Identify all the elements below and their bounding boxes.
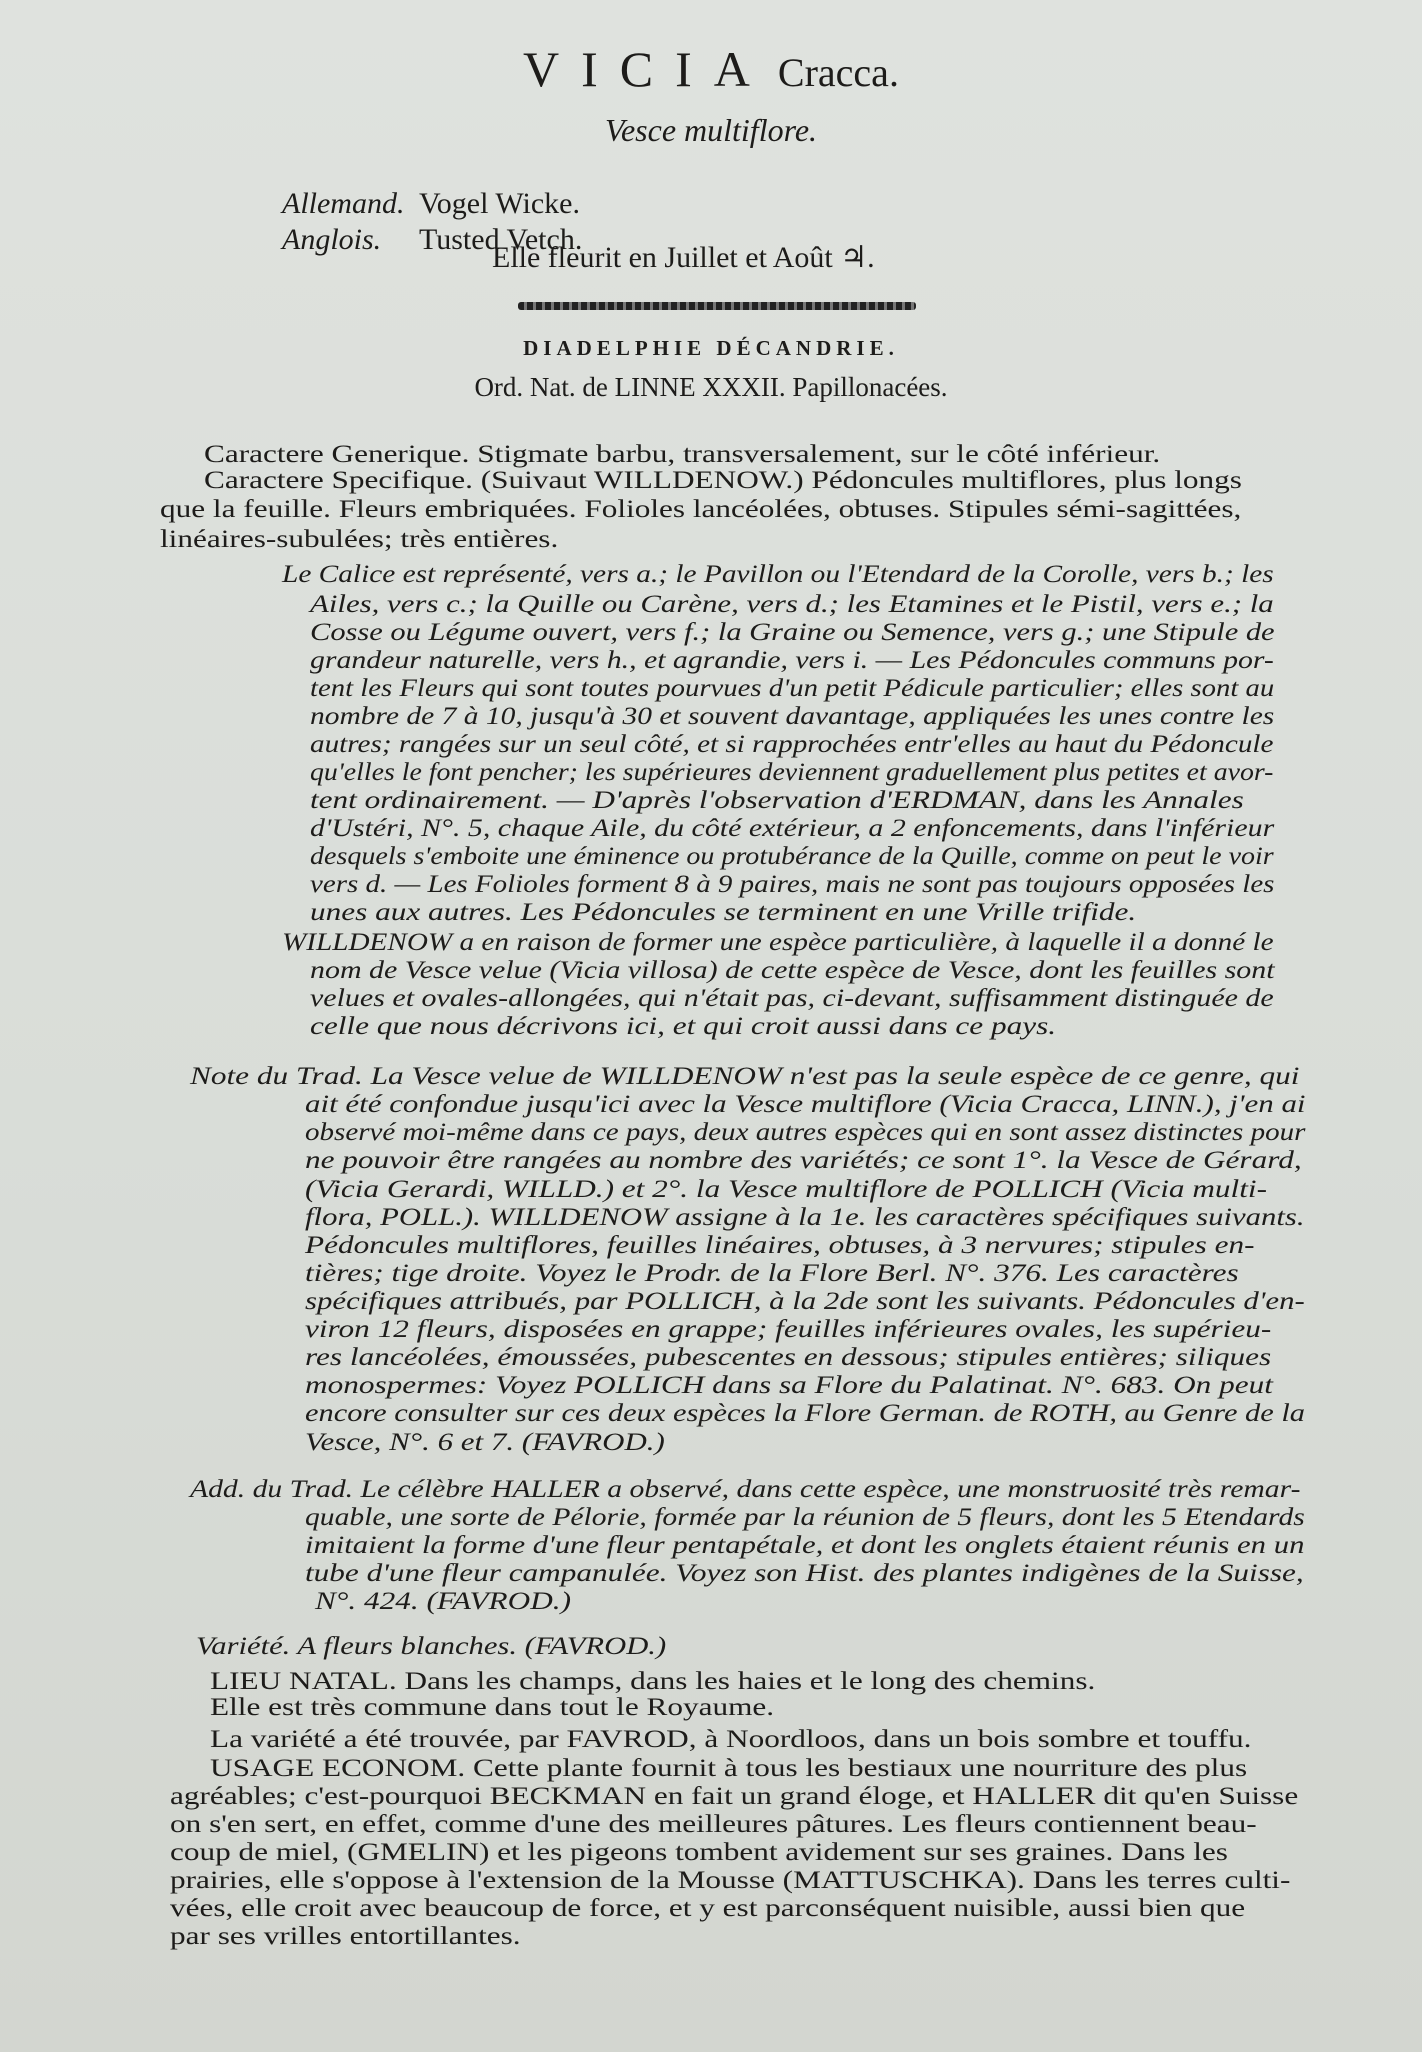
text-line: tent ordinairement. — D'après l'observation d'ERDMAN, dans les Annales — [310, 787, 1244, 814]
text-line: observé moi-même dans ce pays, deux autres espèces qui en sont assez distinctes pour — [305, 1119, 1306, 1146]
text-line: desquels s'emboite une éminence ou protubérance de la Quille, comme on peut le voir — [310, 843, 1274, 870]
text-line: flora, POLL.). WILLDENOW assigne à la 1e. les caractères spécifiques suivants. — [305, 1204, 1305, 1231]
text-line: N°. 424. (FAVROD.) — [315, 1588, 572, 1615]
text-line: on s'en sert, en effet, comme d'une des meilleures pâtures. Les fleurs contiennent beau- — [170, 1811, 1257, 1838]
text-line: linéaires-subulées; très entières. — [160, 526, 559, 553]
flowering-period: Elle fleurit en Juillet et Août ♃. — [492, 241, 875, 274]
text-line: vers d. — Les Folioles forment 8 à 9 paires, mais ne sont pas toujours opposées les — [310, 871, 1275, 898]
text-line: res lancéolées, émoussées, pubescentes en dessous; stipules entières; siliques — [305, 1344, 1272, 1371]
text-line: coup de miel, (GMELIN) et les pigeons tombent avidement sur ses graines. Dans les — [170, 1839, 1228, 1866]
french-name: Vesce multiflore. — [604, 112, 818, 148]
text-line: Add. du Trad. Le célèbre HALLER a observé, dans cette espèce, une monstruosité très remar- — [190, 1476, 1301, 1503]
text-line: USAGE ECONOM. Cette plante fournit à tous les bestiaux une nourriture des plus — [210, 1755, 1248, 1782]
text-line: La variété a été trouvée, par FAVROD, à Noordloos, dans un bois sombre et touffu. — [210, 1726, 1252, 1753]
text-line: ne pouvoir être rangées au nombre des variétés; ce sont 1°. la Vesce de Gérard, — [305, 1147, 1302, 1174]
text-line: Vesce, N°. 6 et 7. (FAVROD.) — [305, 1429, 665, 1456]
text-line: velues et ovales-allongées, qui n'était pas, ci-devant, suffisamment distinguée de — [310, 985, 1274, 1012]
text-line: d'Ustéri, N°. 5, chaque Aile, du côté extérieur, a 2 enfoncements, dans l'inférieur — [310, 815, 1275, 842]
text-line: tières; tige droite. Voyez le Prodr. de la Flore Berl. N°. 376. Les caractères — [305, 1260, 1239, 1287]
text-line: agréables; c'est-pourquoi BECKMAN en fait un grand éloge, et HALLER dit qu'en Suisse — [170, 1783, 1299, 1810]
text-line: autres; rangées sur un seul côté, et si rapprochées entr'elles au haut du Pédoncule — [310, 731, 1274, 758]
species-name: Cracca. — [777, 50, 899, 95]
text-line: Pédoncules multiflores, feuilles linéaires, obtuses, à 3 nervures; stipules en- — [305, 1232, 1255, 1259]
text-line: imitaient la forme d'une fleur pentapétale, et dont les onglets étaient réunis en un — [305, 1532, 1305, 1559]
text-line: nom de Vesce velue (Vicia villosa) de cette espèce de Vesce, dont les feuilles sont — [310, 957, 1275, 984]
text-line: tube d'une fleur campanulée. Voyez son Hist. des plantes indigènes de la Suisse, — [305, 1560, 1304, 1587]
text-line: Variété. A fleurs blanches. (FAVROD.) — [196, 1633, 667, 1660]
text-line: WILLDENOW a en raison de former une espèce particulière, à laquelle il a donné le — [282, 929, 1274, 956]
language-label: Allemand. — [282, 187, 405, 220]
text-line: prairies, elle s'oppose à l'extension de la Mousse (MATTUSCHKA). Dans les terres culti- — [170, 1867, 1291, 1894]
text-line: LIEU NATAL. Dans les champs, dans les haies et le long des chemins. — [210, 1668, 1096, 1695]
text-line: Cosse ou Légume ouvert, vers f.; la Graine ou Semence, vers g.; une Stipule de — [310, 619, 1275, 646]
text-line: ait été confondue jusqu'ici avec la Vesce multiflore (Vicia Cracca, LINN.), j'en ai — [305, 1091, 1306, 1118]
text-line: encore consulter sur ces deux espèces la Flore German. de ROTH, au Genre de la — [305, 1400, 1306, 1427]
common-name: Vogel Wicke. — [418, 187, 580, 220]
text-line: que la feuille. Fleurs embriquées. Folioles lancéolées, obtuses. Stipules sémi-sagittées, — [160, 496, 1242, 523]
text-line: grandeur naturelle, vers h., et agrandie, vers i. — Les Pédoncules communs por- — [310, 647, 1274, 674]
text-line: nombre de 7 à 10, jusqu'à 30 et souvent davantage, appliquées les unes contre les — [310, 703, 1275, 730]
text-line: (Vicia Gerardi, WILLD.) et 2°. la Vesce multiflore de POLLICH (Vicia multi- — [305, 1176, 1268, 1203]
text-line: Ailes, vers c.; la Quille ou Carène, vers d.; les Etamines et le Pistil, vers e.; la — [310, 591, 1274, 618]
linnaean-class: DIADELPHIE DÉCANDRIE. — [523, 336, 899, 360]
text-line: par ses vrilles entortillantes. — [170, 1923, 521, 1950]
language-label: Anglois. — [282, 223, 382, 256]
text-line: spécifiques attribués, par POLLICH, à la 2de sont les suivants. Pédoncules d'en- — [305, 1288, 1305, 1315]
text-line: Caractere Specifique. (Suivaut WILLDENOW.) Pédoncules multiflores, plus longs — [204, 467, 1242, 494]
text-line: Caractere Generique. Stigmate barbu, transversalement, sur le côté inférieur. — [204, 441, 1161, 468]
text-line: qu'elles le font pencher; les supérieures deviennent graduellement plus petites et avor- — [310, 759, 1274, 786]
common-name: Tusted Vetch. — [418, 223, 583, 256]
text-line: celle que nous décrivons ici, et qui croit aussi dans ce pays. — [310, 1013, 1057, 1040]
text-line: unes aux autres. Les Pédoncules se terminent en une Vrille trifide. — [310, 899, 1137, 926]
text-line: Elle est très commune dans tout le Royaume. — [210, 1694, 775, 1721]
natural-order: Ord. Nat. de LINNE XXXII. Papillonacées. — [474, 372, 948, 402]
text-line: tent les Fleurs qui sont toutes pourvues d'un petit Pédicule particulier; elles sont au — [310, 675, 1275, 702]
text-line: viron 12 fleurs, disposées en grappe; feuilles inférieures ovales, les supérieu- — [305, 1316, 1272, 1343]
text-line: vées, elle croit avec beaucoup de force, et y est parconséquent nuisible, aussi bien que — [170, 1895, 1246, 1922]
text-line: monospermes: Voyez POLLICH dans sa Flore du Palatinat. N°. 683. On peut — [305, 1372, 1273, 1399]
text-line: Note du Trad. La Vesce velue de WILLDENOW n'est pas la seule espèce de ce genre, qui — [190, 1063, 1300, 1090]
text-line: quable, une sorte de Pélorie, formée par la réunion de 5 fleurs, dont les 5 Etendards — [305, 1504, 1305, 1531]
text-line: Le Calice est représenté, vers a.; le Pavillon ou l'Etendard de la Corolle, vers b.; les — [282, 561, 1274, 588]
genus-name: VICIA — [523, 41, 772, 97]
